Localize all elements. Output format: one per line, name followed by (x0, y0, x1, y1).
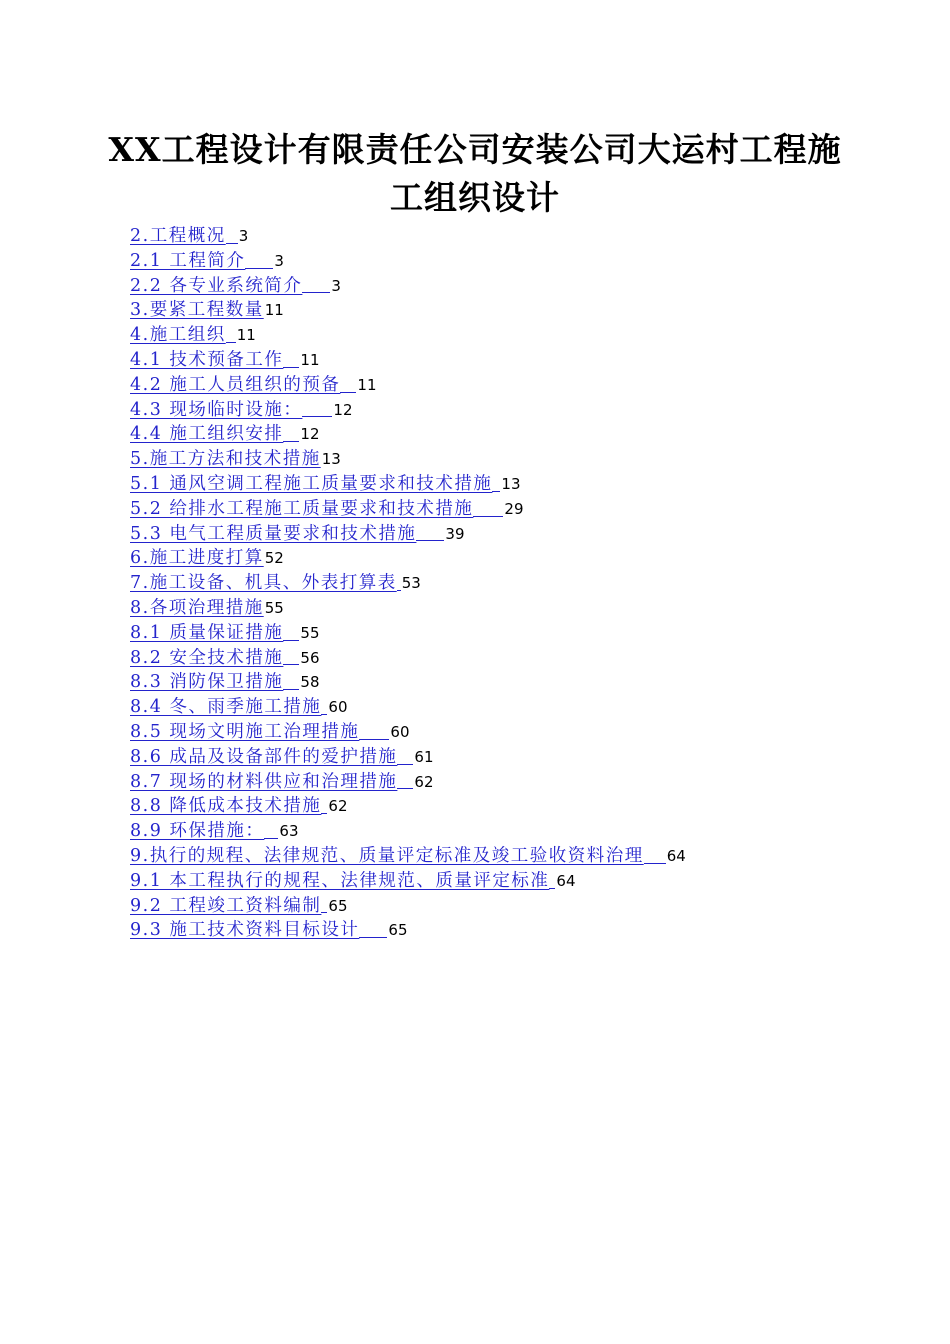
toc-underline-pad (397, 787, 413, 789)
toc-page-number: 53 (401, 574, 421, 593)
toc-link[interactable]: 8.3 消防保卫措施 (130, 672, 284, 693)
toc-entry (130, 596, 830, 621)
toc-underline-pad (283, 688, 299, 690)
toc-link[interactable]: 8.各项治理措施 (130, 597, 264, 618)
toc-link[interactable]: 8.4 冬、雨季施工措施 (130, 697, 322, 718)
toc-entry (130, 819, 830, 844)
toc-underline-pad (340, 391, 356, 393)
toc-entry (130, 745, 830, 770)
toc-page-number: 55 (300, 623, 320, 642)
toc-link[interactable]: 3.要紧工程数量 (130, 300, 264, 321)
toc-entry (130, 497, 830, 522)
toc-underline-pad (321, 812, 327, 814)
toc-page-number: 60 (390, 722, 410, 741)
toc-entry (130, 224, 830, 249)
toc-entry (130, 472, 830, 497)
toc-entry (130, 571, 830, 596)
toc-underline-pad (473, 515, 503, 517)
toc-page-number: 11 (236, 326, 256, 345)
toc-page-number: 12 (300, 425, 320, 444)
toc-page-number: 3 (274, 251, 284, 270)
toc-underline-pad (321, 911, 327, 913)
toc-entry (130, 894, 830, 919)
toc-page-number: 13 (501, 474, 521, 493)
toc-entry (130, 844, 830, 869)
toc-entry (130, 695, 830, 720)
toc-entry (130, 373, 830, 398)
toc-entry (130, 720, 830, 745)
toc-entry (130, 770, 830, 795)
toc-link[interactable]: 2.1 工程简介 (130, 250, 246, 271)
toc-underline-pad (549, 887, 555, 889)
toc-entry (130, 670, 830, 695)
toc-link[interactable]: 9.执行的规程、法律规范、质量评定标准及竣工验收资料治理 (130, 845, 644, 866)
toc-underline-pad (359, 738, 389, 740)
toc-page-number: 64 (666, 846, 686, 865)
toc-underline-pad (492, 490, 500, 492)
toc-link[interactable]: 6.施工进度打算 (130, 548, 264, 569)
toc-link[interactable]: 5.施工方法和技术措施 (130, 449, 321, 470)
toc-link[interactable]: 5.3 电气工程质量要求和技术措施 (130, 523, 417, 544)
toc-link[interactable]: 4.施工组织 (130, 325, 226, 346)
toc-link[interactable]: 4.2 施工人员组织的预备 (130, 374, 341, 395)
toc-underline-pad (302, 415, 332, 417)
toc-link[interactable]: 2.工程概况 (130, 226, 226, 246)
toc-underline-pad (283, 639, 299, 641)
toc-link[interactable]: 9.1 本工程执行的规程、法律规范、质量评定标准 (130, 870, 550, 891)
toc-link[interactable]: 5.1 通风空调工程施工质量要求和技术措施 (130, 473, 493, 494)
table-of-contents (130, 224, 830, 943)
toc-entry (130, 422, 830, 447)
toc-link[interactable]: 8.7 现场的材料供应和治理措施 (130, 771, 398, 792)
toc-underline-pad (416, 539, 444, 541)
toc-link[interactable]: 4.1 技术预备工作 (130, 349, 284, 370)
toc-link[interactable]: 2.2 各专业系统简介 (130, 275, 303, 296)
toc-underline-pad (302, 291, 330, 293)
toc-underline-pad (226, 242, 238, 244)
toc-underline-pad (283, 366, 299, 368)
toc-link[interactable]: 8.5 现场文明施工治理措施 (130, 721, 360, 742)
toc-link[interactable]: 8.8 降低成本技术措施 (130, 796, 322, 817)
toc-page-number: 60 (328, 698, 348, 717)
toc-page-number: 63 (279, 822, 299, 841)
toc-link[interactable]: 8.6 成品及设备部件的爱护措施 (130, 746, 398, 767)
toc-underline-pad (226, 341, 236, 343)
toc-link[interactable]: 4.3 现场临时设施： (130, 399, 303, 420)
toc-underline-pad (283, 663, 299, 665)
toc-page-number: 64 (556, 871, 576, 890)
toc-entry (130, 522, 830, 547)
toc-page-number: 29 (504, 499, 524, 518)
toc-page-number: 52 (264, 549, 284, 568)
toc-page-number: 3 (238, 227, 249, 245)
toc-underline-pad (359, 936, 387, 938)
toc-page-number: 3 (331, 276, 341, 295)
toc-entry (130, 794, 830, 819)
toc-entry (130, 274, 830, 299)
toc-page-number: 56 (300, 648, 320, 667)
toc-link[interactable]: 9.2 工程竣工资料编制 (130, 895, 322, 916)
toc-underline-pad (644, 862, 666, 864)
toc-link[interactable]: 4.4 施工组织安排 (130, 424, 284, 445)
toc-link[interactable]: 7.施工设备、机具、外表打算表 (130, 573, 397, 594)
toc-entry (130, 398, 830, 423)
toc-link[interactable]: 5.2 给排水工程施工质量要求和技术措施 (130, 498, 474, 519)
toc-page-number: 11 (300, 350, 320, 369)
toc-entry (130, 869, 830, 894)
toc-page-number: 39 (445, 524, 465, 543)
toc-entry (130, 323, 830, 348)
toc-page-number: 65 (328, 896, 348, 915)
toc-underline-pad (245, 267, 273, 269)
toc-entry (130, 447, 830, 472)
toc-entry (130, 546, 830, 571)
toc-underline-pad (397, 763, 413, 765)
toc-entry (130, 621, 830, 646)
toc-page-number: 58 (300, 673, 320, 692)
toc-underline-pad (397, 589, 401, 591)
document-title: XX工程设计有限责任公司安装公司大运村工程施工组织设计 (108, 130, 842, 217)
toc-page-number: 61 (414, 747, 434, 766)
toc-underline-pad (283, 440, 299, 442)
toc-entry (130, 249, 830, 274)
toc-page-number: 65 (388, 921, 408, 940)
toc-page-number: 55 (264, 598, 284, 617)
toc-entry (130, 298, 830, 323)
toc-page-number: 11 (264, 301, 284, 320)
toc-underline-pad (321, 713, 327, 715)
toc-page-number: 12 (333, 400, 353, 419)
toc-page-number: 11 (357, 375, 377, 394)
toc-page-number: 62 (414, 772, 434, 791)
toc-link[interactable]: 8.1 质量保证措施 (130, 622, 284, 643)
toc-entry (130, 918, 830, 943)
toc-entry (130, 348, 830, 373)
toc-page-number: 62 (328, 797, 348, 816)
toc-page-number: 13 (321, 450, 341, 469)
toc-link[interactable]: 9.3 施工技术资料目标设计 (130, 920, 360, 941)
toc-link[interactable]: 8.9 环保措施： (130, 821, 265, 842)
toc-entry (130, 646, 830, 671)
toc-link[interactable]: 8.2 安全技术措施 (130, 647, 284, 668)
toc-underline-pad (264, 837, 278, 839)
